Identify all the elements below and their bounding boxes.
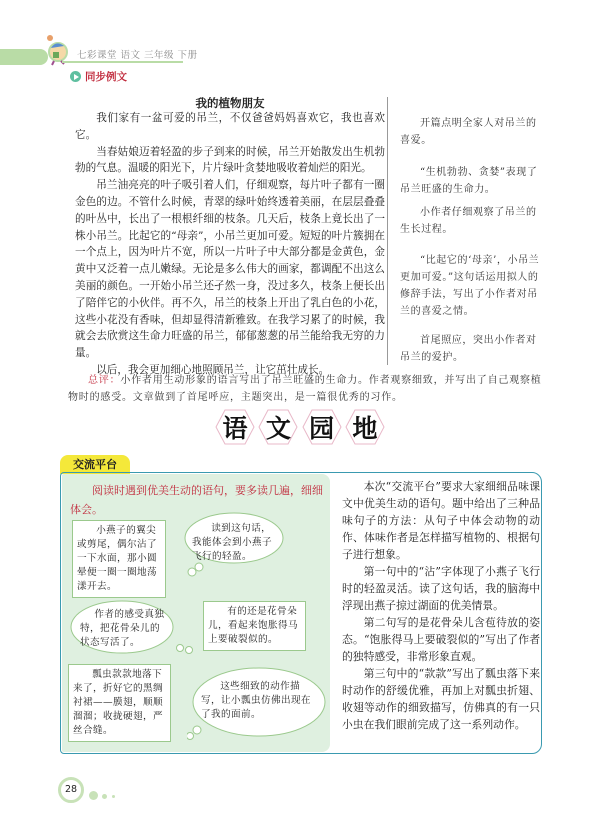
article-paragraph: 当春姑娘迈着轻盈的步子到来的时候，吊兰开始散发出生机勃勃的气息。温暖的阳光下，片片绿叶贪婪地吸收着灿烂的阳光。: [75, 145, 385, 175]
section-title: 同步例文: [85, 71, 127, 83]
column-divider: [387, 97, 388, 365]
platform-explanation: [342, 478, 540, 733]
page-number: 28: [58, 777, 84, 803]
play-circle-icon: [70, 71, 81, 82]
header-underline: [62, 61, 183, 63]
title-char: 语: [215, 409, 255, 445]
title-char: 园: [302, 409, 342, 445]
explanation-paragraph: 第三句中的“款款”写出了瓢虫落下来时动作的舒缓优雅，再加上对瓢虫折翅、收翅等动作的细致描写，仿佛真的有一只小虫在我们眼前完成了这一系列动作。: [342, 667, 540, 731]
thought-cloud: 作者的感受真独特，把花骨朵儿的状态写活了。: [70, 600, 174, 654]
explanation-paragraph: 第二句写的是花骨朵儿含苞待放的姿态。“饱胀得马上要破裂似的”写出了作者的独特感受，非常形象直观。: [342, 616, 540, 663]
summary-label: 总评：: [88, 375, 121, 386]
explanation-paragraph: 第一句中的“沾”字体现了小燕子飞行时的轻盈灵活。读了这句话，我的脑海中浮现出燕子掠过湖面的优美情景。: [342, 565, 540, 612]
quote-box: 瓢虫款款地落下来了，折好它的黑绸衬裙——膜翅，顺顺溜溜；收拢硬翅，严丝合缝。: [68, 664, 171, 742]
margin-note: 小作者仔细观察了吊兰的生长过程。: [400, 207, 537, 235]
summary-text: 小作者用生动形象的语言写出了吊兰旺盛的生命力。作者观察细致，并写出了自己观察植物时的感受。文章做到了首尾呼应，主题突出，是一篇很优秀的习作。: [68, 375, 542, 403]
margin-note: “生机勃勃、贪婪”表现了吊兰旺盛的生命力。: [400, 167, 538, 195]
thought-cloud: 读到这句话，我能体会到小燕子飞行的轻盈。: [184, 512, 284, 564]
article-paragraph: 以后，我会更加细心地照顾吊兰，让它茁壮成长。: [96, 363, 330, 376]
article-body: [75, 110, 385, 379]
explanation-paragraph: 本次“交流平台”要求大家细细品味课文中优美生动的语句。题中给出了三种品味句子的方法：从句子中体会动物的动作、体味作者是怎样描写植物的、根据句子进行想象。: [342, 480, 540, 561]
platform-tab: 交流平台: [60, 455, 130, 474]
header-band: [0, 49, 48, 65]
article-paragraph: 吊兰油亮亮的叶子吸引着人们，仔细观察，每片叶子都有一圈金色的边。不管什么时候，青翠的绿叶始终透着美丽，在层层叠叠的叶丛中，长出了一根根纤细的枝条。几天后，枝条上竟长出了一株小吊兰。比起它的“母亲”，小吊兰更加可爱。短短的叶片簇拥在一个点上，因为叶片不宽，所以一片叶子中大部分都是金黄色，金黄中又泛着一点儿嫩绿。无论是多么伟大的画家，都调配不出这么美丽的颜色。一开始小吊兰还孑然一身，没过多久，枝条上便长出了陪伴它的小伙伴。再不久，吊兰的枝条上开出了乳白色的小花，这些小花没有香味，但却显得清新雅致。在我学习累了的时候，我就会去欣赏这生命力旺盛的吊兰，郁郁葱葱的吊兰能给我无穷的力量。: [75, 179, 385, 360]
platform-intro: 阅读时遇到优美生动的语句，要多读几遍，细细体会。: [70, 484, 323, 516]
margin-note: 开篇点明全家人对吊兰的喜爱。: [400, 118, 537, 146]
thought-cloud: 这些细致的动作描写，让小瓢虫仿佛出现在了我的面前。: [187, 664, 327, 736]
decor-dot: [112, 795, 115, 798]
title-char: 地: [345, 409, 385, 445]
margin-note: 首尾照应，突出小作者对吊兰的爱护。: [400, 335, 537, 363]
decor-dot: [102, 794, 107, 799]
quote-box: 小燕子的翼尖或剪尾，偶尔沾了一下水面，那小圆晕便一圈一圈地荡漾开去。: [72, 520, 166, 598]
article-title: 我的植物朋友: [195, 96, 265, 110]
quote-box: 有的还是花骨朵儿，看起来饱胀得马上要破裂似的。: [203, 601, 306, 651]
unit-title: [215, 409, 385, 445]
title-char: 文: [258, 409, 298, 445]
margin-note: “比起它的‘母亲’，小吊兰更加可爱。”这句话运用拟人的修辞手法，写出了小作者对吊兰的喜爱之情。: [400, 255, 540, 317]
article-paragraph: 我们家有一盆可爱的吊兰，不仅爸爸妈妈喜欢它，我也喜欢它。: [75, 112, 385, 141]
summary: [68, 372, 546, 406]
decor-dot: [89, 791, 98, 800]
book-title: 七彩课堂 语文 三年级 下册: [77, 50, 198, 61]
